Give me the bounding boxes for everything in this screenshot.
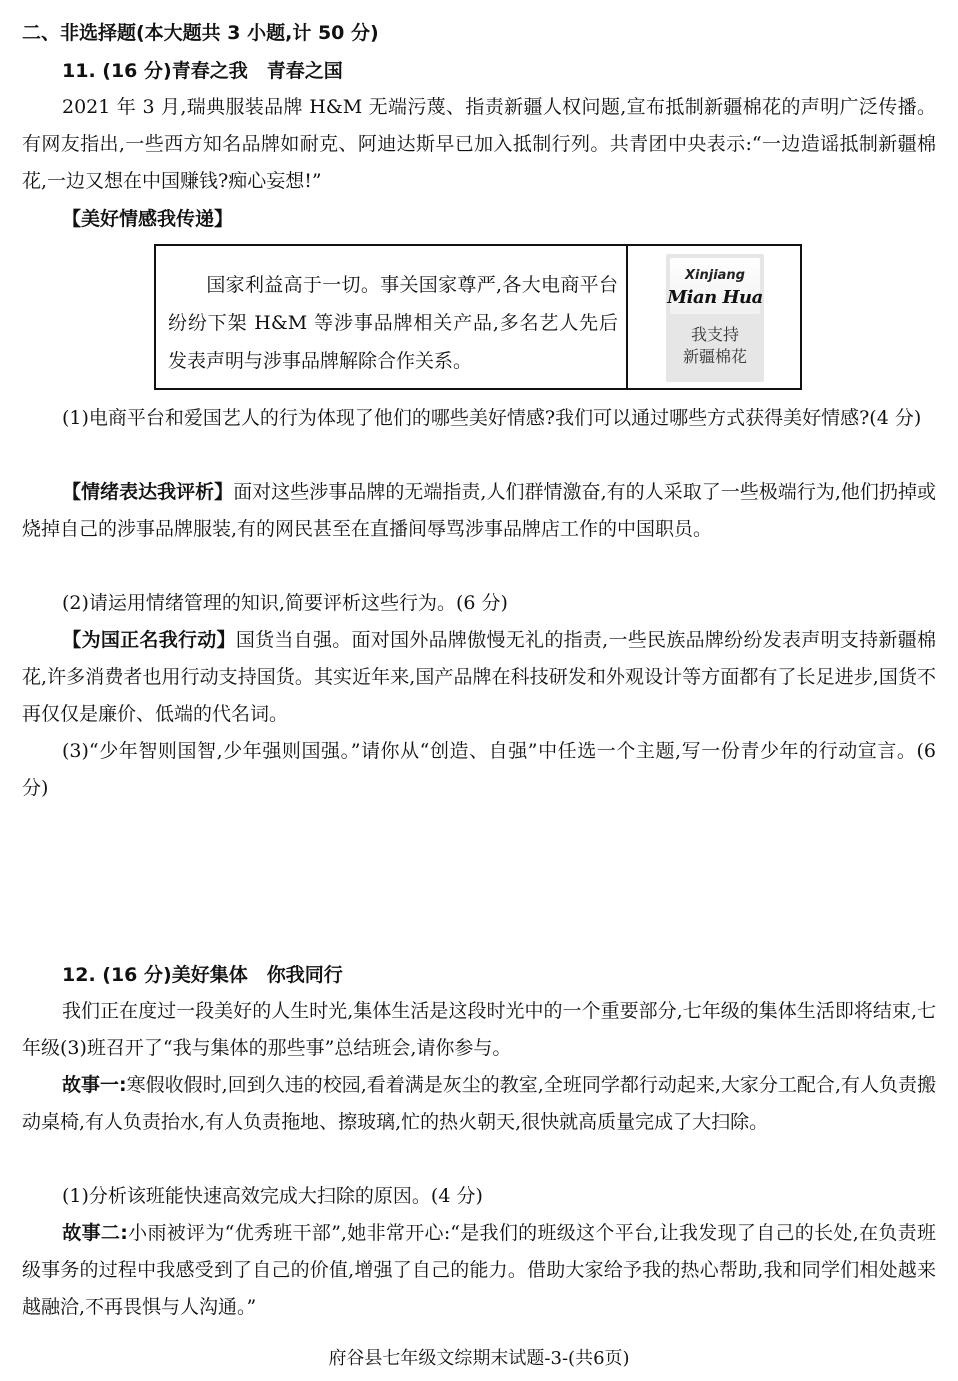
xinjiang-cotton-logo	[666, 254, 764, 382]
story-one-text: 寒假收假时,回到久违的校园,看着满是灰尘的教室,全班同学都行动起来,大家分工配合,有人负责搬动桌椅,有人负责抬水,有人负责拖地、擦玻璃,忙的热火朝天,很快就高质量完成了大扫除。	[22, 1074, 936, 1133]
material-box-text	[168, 266, 618, 380]
logo-line-4: 新疆棉花	[682, 347, 747, 366]
story-one	[22, 1067, 936, 1141]
story-two-label: 故事二:	[62, 1222, 128, 1244]
question-11-part-2	[22, 585, 936, 622]
subsection-title-action: 【为国正名我行动】	[62, 629, 236, 651]
story-one-label: 故事一:	[62, 1074, 127, 1096]
question-12-intro	[22, 993, 936, 1067]
subsection-expression-text: 面对这些涉事品牌的无端指责,人们群情激奋,有的人采取了一些极端行为,他们扔掉或烧掉自己的涉事品牌服装,有的网民甚至在直播间辱骂涉事品牌店工作的中国职员。	[22, 481, 936, 540]
box-divider	[626, 246, 628, 388]
subsection-action-text: 国货当自强。面对国外品牌傲慢无礼的指责,一些民族品牌纷纷发表声明支持新疆棉花,许多消费者也用行动支持国货。其实近年来,国产品牌在科技研发和外观设计等方面都有了长足进步,国货不再仅仅是廉价、低端的代名词。	[22, 629, 936, 725]
material-box	[154, 244, 802, 390]
page-footer: 府谷县七年级文综期末试题-3-(共6页)	[328, 1348, 630, 1369]
question-11-part-3-text: (3)“少年智则国智,少年强则国强。”请你从“创造、自强”中任选一个主题,写一份青少年的行动宣言。(6 分)	[22, 740, 936, 799]
story-two-text: 小雨被评为“优秀班干部”,她非常开心:“是我们的班级这个平台,让我发现了自己的长处,在负责班级事务的过程中我感受到了自己的价值,增强了自己的能力。借助大家给予我的热心帮助,我和同学们相处越来越融洽,不再畏惧与人沟通。”	[22, 1222, 936, 1318]
subsection-title-emotion: 【美好情感我传递】	[62, 208, 234, 230]
subsection-emotion-expression	[22, 474, 936, 548]
logo-line-3: 我支持	[690, 325, 739, 344]
question-12-title: 12. (16 分)美好集体 你我同行	[62, 964, 343, 986]
logo-caption	[666, 324, 764, 368]
question-11-part-1-text: (1)电商平台和爱国艺人的行为体现了他们的哪些美好情感?我们可以通过哪些方式获得美好情感?(4 分)	[62, 407, 922, 429]
question-11-title: 11. (16 分)青春之我 青春之国	[62, 60, 343, 82]
section-header: 二、非选择题(本大题共 3 小题,计 50 分)	[22, 22, 379, 44]
question-12-part-1	[22, 1178, 936, 1215]
question-11-part-1	[22, 400, 936, 437]
subsection-action	[22, 622, 936, 733]
story-two	[22, 1215, 936, 1326]
logo-line-1: Xinjiang	[685, 268, 745, 283]
question-12-part-1-text: (1)分析该班能快速高效完成大扫除的原因。(4 分)	[62, 1185, 483, 1207]
question-11-part-3	[22, 733, 936, 807]
material-text: 国家利益高于一切。事关国家尊严,各大电商平台纷纷下架 H&M 等涉事品牌相关产品,多名艺人先后发表声明与涉事品牌解除合作关系。	[168, 274, 618, 372]
question-12-intro-text: 我们正在度过一段美好的人生时光,集体生活是这段时光中的一个重要部分,七年级的集体生活即将结束,七年级(3)班召开了“我与集体的那些事”总结班会,请你参与。	[22, 1000, 936, 1059]
subsection-title-expression: 【情绪表达我评析】	[62, 481, 234, 503]
question-11-intro	[22, 89, 936, 200]
logo-line-2: Mian Hua	[667, 287, 763, 308]
question-11-intro-text: 2021 年 3 月,瑞典服装品牌 H&M 无端污蔑、指责新疆人权问题,宣布抵制新疆棉花的声明广泛传播。有网友指出,一些西方知名品牌如耐克、阿迪达斯早已加入抵制行列。共青团中央表示:“一边造谣抵制新疆棉花,一边又想在中国赚钱?痴心妄想!”	[22, 96, 936, 192]
question-11-part-2-text: (2)请运用情绪管理的知识,简要评析这些行为。(6 分)	[62, 592, 508, 614]
